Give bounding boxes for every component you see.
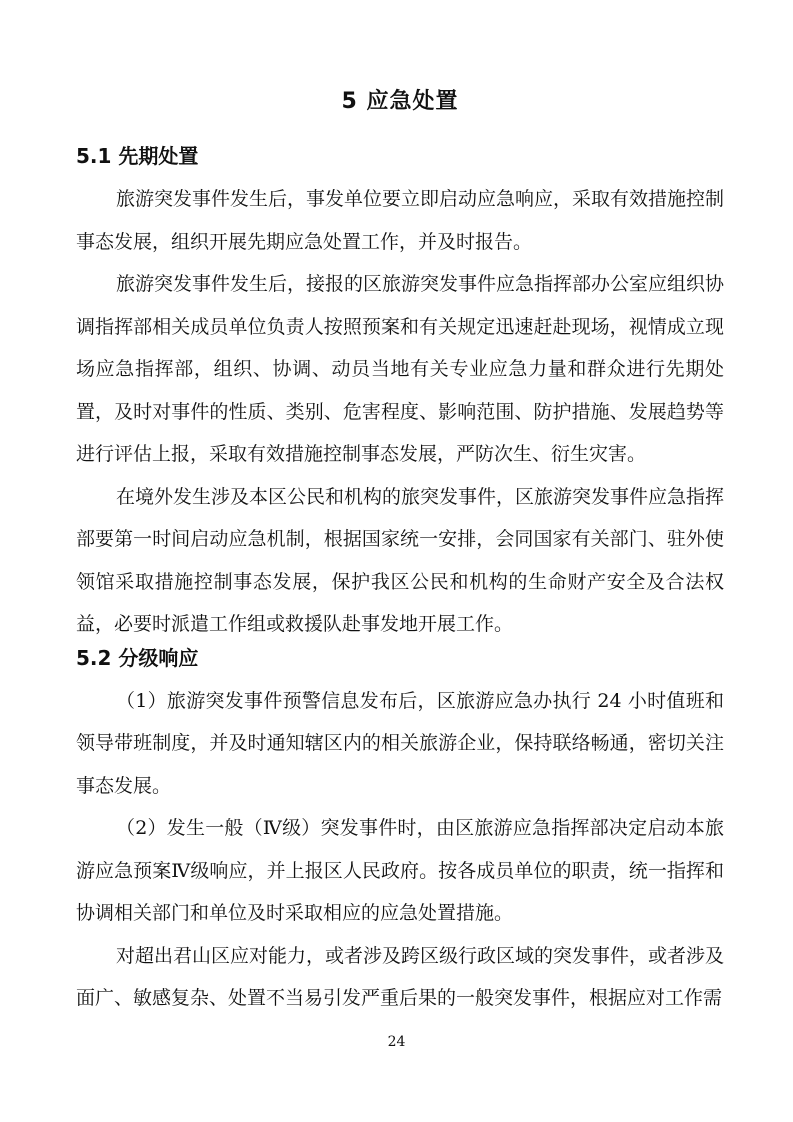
paragraph: 旅游突发事件发生后，事发单位要立即启动应急响应，采取有效措施控制事态发展，组织开展先期应急处置工作，并及时报告。 <box>76 188 725 253</box>
section-heading-5-1: 5.1 先期处置 <box>76 144 199 168</box>
paragraph: 对超出君山区应对能力，或者涉及跨区级行政区域的突发事件，或者涉及面广、敏感复杂、处置不当易引发严重后果的一般突发事件，根据应对工作需 <box>76 944 725 1009</box>
paragraph: （1）旅游突发事件预警信息发布后，区旅游应急办执行 24 小时值班和领导带班制度，并及时通知辖区内的相关旅游企业，保持联络畅通，密切关注事态发展。 <box>76 689 724 797</box>
paragraph: 旅游突发事件发生后，接报的区旅游突发事件应急指挥部办公室应组织协调指挥部相关成员单位负责人按照预案和有关规定迅速赶赴现场，视情成立现场应急指挥部，组织、协调、动员当地有关专业应急力量和群众进行先期处置，及时对事件的性质、类别、危害程度、影响范围、防护措施、发展趋势等进行评估上报，采取有效措施控制事态发展，严防次生、衍生灾害。 <box>76 273 725 465</box>
paragraph: （2）发生一般（Ⅳ级）突发事件时，由区旅游应急指挥部决定启动本旅游应急预案Ⅳ级响应，并上报区人民政府。按各成员单位的职责，统一指挥和协调相关部门和单位及时采取相应的应急处置措施。 <box>76 817 724 924</box>
paragraph: 在境外发生涉及本区公民和机构的旅突发事件，区旅游突发事件应急指挥部要第一时间启动应急机制，根据国家统一安排，会同国家有关部门、驻外使领馆采取措施控制事态发展，保护我区公民和机构的生命财产安全及合法权益，必要时派遣工作组或救援队赴事发地开展工作。 <box>76 485 725 635</box>
document-title: 5 应急处置 <box>341 89 459 114</box>
page-number: 24 <box>387 1034 406 1050</box>
document-content <box>76 80 724 1020</box>
section-heading-5-2: 5.2 分级响应 <box>76 645 199 670</box>
